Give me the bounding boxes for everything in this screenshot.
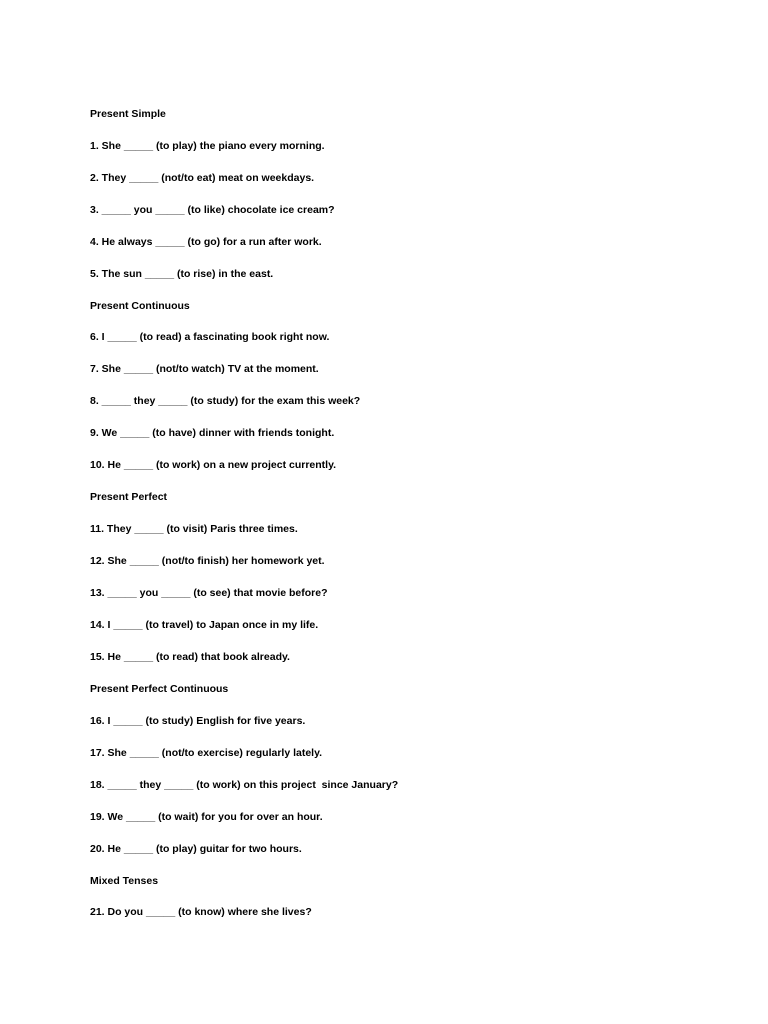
exercise-item: 12. She _____ (not/to finish) her homework yet. (90, 555, 325, 568)
section-heading: Present Perfect (90, 491, 168, 504)
exercise-item: 17. She _____ (not/to exercise) regularly lately. (90, 746, 323, 759)
exercise-item: 20. He _____ (to play) guitar for two hours. (90, 842, 302, 855)
exercise-item: 13. _____ you _____ (to see) that movie before? (90, 587, 328, 600)
exercise-item: 7. She _____ (not/to watch) TV at the moment. (90, 363, 319, 376)
exercise-item: 2. They _____ (not/to eat) meat on weekdays. (90, 171, 315, 184)
section-heading: Present Perfect Continuous (90, 683, 229, 696)
section-heading: Present Continuous (90, 299, 190, 312)
exercise-item: 11. They _____ (to visit) Paris three times. (90, 523, 298, 536)
exercise-item: 14. I _____ (to travel) to Japan once in my life. (90, 619, 319, 632)
exercise-content (90, 107, 710, 937)
exercise-item: 4. He always _____ (to go) for a run after work. (90, 235, 322, 248)
exercise-item: 8. _____ they _____ (to study) for the exam this week? (90, 395, 361, 408)
exercise-item: 16. I _____ (to study) English for five years. (90, 714, 306, 727)
exercise-item: 15. He _____ (to read) that book already. (90, 651, 290, 664)
exercise-item: 6. I _____ (to read) a fascinating book right now. (90, 331, 330, 344)
exercise-item: 19. We _____ (to wait) for you for over an hour. (90, 810, 323, 823)
section-heading: Present Simple (90, 108, 166, 120)
exercise-item: 1. She _____ (to play) the piano every morning. (90, 139, 325, 152)
exercise-item: 10. He _____ (to work) on a new project currently. (90, 459, 337, 472)
exercise-item: 9. We _____ (to have) dinner with friends tonight. (90, 427, 335, 440)
exercise-item: 18. _____ they _____ (to work) on this project since January? (90, 778, 399, 791)
exercise-item: 3. _____ you _____ (to like) chocolate ice cream? (90, 203, 335, 216)
exercise-item: 5. The sun _____ (to rise) in the east. (90, 267, 274, 280)
exercise-item: 21. Do you _____ (to know) where she lives? (90, 906, 312, 919)
section-heading: Mixed Tenses (90, 874, 159, 887)
